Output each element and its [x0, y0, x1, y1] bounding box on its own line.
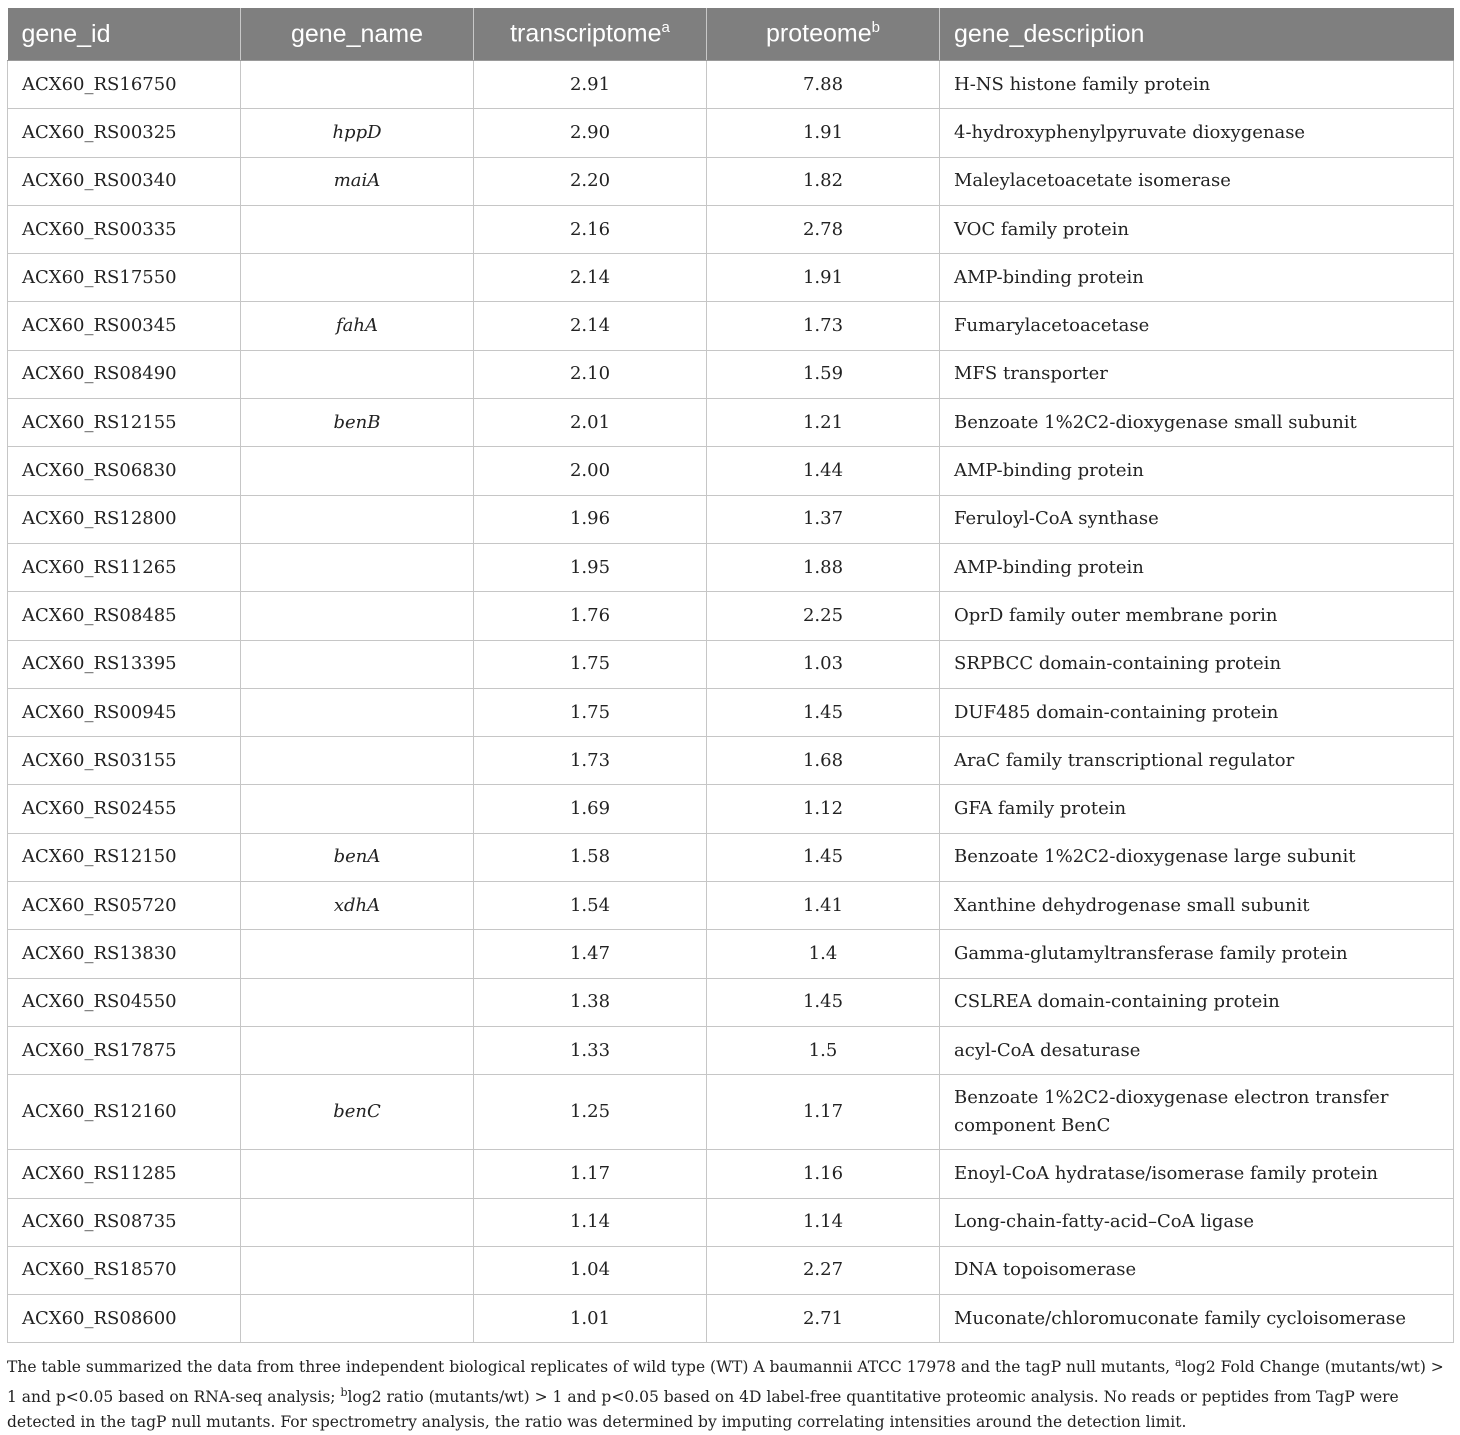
footnote-text-2: log2 Fold Change (mutants/wt) > 1 and p<0.05 based on RNA-seq analysis;	[7, 1358, 1444, 1407]
footnote-marker-a: a	[661, 19, 670, 37]
table-row	[8, 495, 1454, 543]
table-row	[8, 1075, 1454, 1150]
cell-proteome: 1.59	[707, 350, 940, 398]
cell-proteome: 1.4	[707, 930, 940, 978]
cell-gene-name	[241, 254, 474, 302]
table-row	[8, 109, 1454, 157]
cell-transcriptome: 1.33	[474, 1026, 707, 1074]
table-row	[8, 737, 1454, 785]
cell-gene-name	[241, 688, 474, 736]
cell-transcriptome: 1.17	[474, 1150, 707, 1198]
cell-transcriptome: 1.75	[474, 688, 707, 736]
cell-transcriptome: 2.14	[474, 254, 707, 302]
table-row	[8, 688, 1454, 736]
table-body	[8, 61, 1454, 1343]
cell-transcriptome: 1.54	[474, 882, 707, 930]
table-footnote	[7, 1350, 1453, 1435]
footnote-text-1: The table summarized the data from three independent biological replicates of wild type (WT) A baumannii ATCC 17978 and the tagP null mutants,	[7, 1358, 1176, 1377]
cell-proteome: 1.03	[707, 640, 940, 688]
cell-proteome: 1.82	[707, 157, 940, 205]
cell-gene-description: Xanthine dehydrogenase small subunit	[940, 882, 1454, 930]
cell-gene-id: ACX60_RS00335	[8, 205, 241, 253]
cell-proteome: 1.12	[707, 785, 940, 833]
cell-gene-description: AMP-binding protein	[940, 254, 1454, 302]
table-row	[8, 930, 1454, 978]
cell-gene-description: 4-hydroxyphenylpyruvate dioxygenase	[940, 109, 1454, 157]
table-row	[8, 978, 1454, 1026]
cell-proteome: 1.5	[707, 1026, 940, 1074]
cell-gene-description: GFA family protein	[940, 785, 1454, 833]
cell-gene-name	[241, 1246, 474, 1294]
cell-proteome: 2.27	[707, 1246, 940, 1294]
cell-gene-id: ACX60_RS06830	[8, 447, 241, 495]
table-row	[8, 543, 1454, 591]
table-row	[8, 1026, 1454, 1074]
cell-gene-name	[241, 205, 474, 253]
cell-proteome: 1.17	[707, 1075, 940, 1150]
table-header	[8, 8, 1454, 61]
table-row	[8, 1198, 1454, 1246]
table-row	[8, 254, 1454, 302]
cell-gene-description: AMP-binding protein	[940, 447, 1454, 495]
cell-proteome: 2.71	[707, 1295, 940, 1343]
cell-gene-description: Maleylacetoacetate isomerase	[940, 157, 1454, 205]
cell-gene-name: benC	[241, 1075, 474, 1150]
cell-gene-id: ACX60_RS13395	[8, 640, 241, 688]
cell-transcriptome: 2.91	[474, 61, 707, 109]
cell-gene-name	[241, 930, 474, 978]
cell-transcriptome: 2.10	[474, 350, 707, 398]
cell-gene-name: maiA	[241, 157, 474, 205]
cell-gene-id: ACX60_RS02455	[8, 785, 241, 833]
table-row	[8, 302, 1454, 350]
cell-gene-description: Benzoate 1%2C2-dioxygenase large subunit	[940, 833, 1454, 881]
cell-transcriptome: 2.00	[474, 447, 707, 495]
cell-gene-id: ACX60_RS18570	[8, 1246, 241, 1294]
cell-gene-id: ACX60_RS05720	[8, 882, 241, 930]
cell-gene-name	[241, 1198, 474, 1246]
header-gene-description: gene_description	[940, 8, 1454, 61]
footnote-text-3: log2 ratio (mutants/wt) > 1 and p<0.05 based on 4D label-free quantitative proteomic analysis. No reads or peptides from TagP were detected in the tagP null mutants. For spectrometry analysis, the ratio was determined by imputing correlating intensities around the detection limit.	[7, 1388, 1399, 1432]
cell-transcriptome: 1.25	[474, 1075, 707, 1150]
cell-gene-name: hppD	[241, 109, 474, 157]
table-row	[8, 1295, 1454, 1343]
cell-gene-description: OprD family outer membrane porin	[940, 592, 1454, 640]
table-container	[7, 8, 1453, 1343]
cell-gene-id: ACX60_RS03155	[8, 737, 241, 785]
cell-proteome: 1.45	[707, 978, 940, 1026]
header-gene-id: gene_id	[8, 8, 241, 61]
cell-gene-id: ACX60_RS00945	[8, 688, 241, 736]
cell-gene-id: ACX60_RS12150	[8, 833, 241, 881]
cell-gene-description: acyl-CoA desaturase	[940, 1026, 1454, 1074]
cell-proteome: 1.91	[707, 109, 940, 157]
cell-gene-name	[241, 785, 474, 833]
cell-proteome: 1.88	[707, 543, 940, 591]
cell-gene-name	[241, 447, 474, 495]
cell-proteome: 1.14	[707, 1198, 940, 1246]
cell-gene-id: ACX60_RS12800	[8, 495, 241, 543]
cell-transcriptome: 1.04	[474, 1246, 707, 1294]
cell-transcriptome: 1.58	[474, 833, 707, 881]
cell-proteome: 1.45	[707, 833, 940, 881]
cell-transcriptome: 1.95	[474, 543, 707, 591]
cell-proteome: 2.25	[707, 592, 940, 640]
cell-proteome: 7.88	[707, 61, 940, 109]
cell-gene-name	[241, 350, 474, 398]
cell-gene-id: ACX60_RS08490	[8, 350, 241, 398]
cell-gene-name	[241, 592, 474, 640]
cell-gene-id: ACX60_RS12155	[8, 399, 241, 447]
cell-gene-description: Benzoate 1%2C2-dioxygenase small subunit	[940, 399, 1454, 447]
cell-proteome: 1.41	[707, 882, 940, 930]
footnote-sup-b: b	[340, 1386, 348, 1400]
cell-transcriptome: 2.01	[474, 399, 707, 447]
cell-gene-description: DUF485 domain-containing protein	[940, 688, 1454, 736]
table-row	[8, 882, 1454, 930]
cell-gene-description: CSLREA domain-containing protein	[940, 978, 1454, 1026]
cell-proteome: 1.37	[707, 495, 940, 543]
cell-gene-name: xdhA	[241, 882, 474, 930]
cell-gene-id: ACX60_RS13830	[8, 930, 241, 978]
cell-transcriptome: 1.47	[474, 930, 707, 978]
cell-gene-description: Enoyl-CoA hydratase/isomerase family protein	[940, 1150, 1454, 1198]
cell-proteome: 1.68	[707, 737, 940, 785]
cell-transcriptome: 1.69	[474, 785, 707, 833]
cell-gene-id: ACX60_RS17875	[8, 1026, 241, 1074]
table-row	[8, 833, 1454, 881]
table-row	[8, 1246, 1454, 1294]
cell-gene-description: Benzoate 1%2C2-dioxygenase electron transfer component BenC	[940, 1075, 1454, 1150]
table-row	[8, 1150, 1454, 1198]
cell-transcriptome: 2.14	[474, 302, 707, 350]
cell-gene-description: AraC family transcriptional regulator	[940, 737, 1454, 785]
cell-gene-name: fahA	[241, 302, 474, 350]
cell-gene-id: ACX60_RS08485	[8, 592, 241, 640]
table-row	[8, 205, 1454, 253]
cell-transcriptome: 1.38	[474, 978, 707, 1026]
table-row	[8, 592, 1454, 640]
cell-gene-id: ACX60_RS08600	[8, 1295, 241, 1343]
header-row	[8, 8, 1454, 61]
cell-gene-name	[241, 1295, 474, 1343]
cell-transcriptome: 1.75	[474, 640, 707, 688]
cell-gene-description: Muconate/chloromuconate family cycloisomerase	[940, 1295, 1454, 1343]
cell-gene-id: ACX60_RS17550	[8, 254, 241, 302]
cell-gene-description: DNA topoisomerase	[940, 1246, 1454, 1294]
header-proteome: proteome$^b$	[707, 8, 940, 61]
cell-proteome: 1.21	[707, 399, 940, 447]
cell-gene-name	[241, 543, 474, 591]
footnote-marker-b: b	[871, 19, 880, 37]
table-row	[8, 157, 1454, 205]
cell-gene-name	[241, 1150, 474, 1198]
cell-gene-name	[241, 640, 474, 688]
cell-gene-description: Gamma-glutamyltransferase family protein	[940, 930, 1454, 978]
cell-gene-id: ACX60_RS08735	[8, 1198, 241, 1246]
cell-gene-description: VOC family protein	[940, 205, 1454, 253]
cell-transcriptome: 1.14	[474, 1198, 707, 1246]
cell-proteome: 1.45	[707, 688, 940, 736]
cell-transcriptome: 2.16	[474, 205, 707, 253]
cell-gene-name	[241, 978, 474, 1026]
cell-transcriptome: 1.96	[474, 495, 707, 543]
cell-proteome: 2.78	[707, 205, 940, 253]
cell-transcriptome: 1.01	[474, 1295, 707, 1343]
cell-gene-id: ACX60_RS16750	[8, 61, 241, 109]
cell-transcriptome: 2.90	[474, 109, 707, 157]
footnote-sup-a: a	[1175, 1356, 1182, 1369]
cell-gene-id: ACX60_RS04550	[8, 978, 241, 1026]
table-row	[8, 61, 1454, 109]
cell-transcriptome: 2.20	[474, 157, 707, 205]
cell-gene-name	[241, 1026, 474, 1074]
cell-gene-name	[241, 737, 474, 785]
cell-transcriptome: 1.73	[474, 737, 707, 785]
cell-gene-description: Long-chain-fatty-acid–CoA ligase	[940, 1198, 1454, 1246]
cell-transcriptome: 1.76	[474, 592, 707, 640]
cell-gene-id: ACX60_RS00345	[8, 302, 241, 350]
cell-gene-name	[241, 495, 474, 543]
cell-gene-description: Feruloyl-CoA synthase	[940, 495, 1454, 543]
cell-gene-description: MFS transporter	[940, 350, 1454, 398]
table-row	[8, 350, 1454, 398]
cell-gene-name	[241, 61, 474, 109]
cell-gene-id: ACX60_RS11265	[8, 543, 241, 591]
header-transcriptome: transcriptome$^a$	[474, 8, 707, 61]
cell-gene-description: SRPBCC domain-containing protein	[940, 640, 1454, 688]
cell-gene-id: ACX60_RS12160	[8, 1075, 241, 1150]
cell-gene-description: AMP-binding protein	[940, 543, 1454, 591]
cell-proteome: 1.91	[707, 254, 940, 302]
cell-proteome: 1.73	[707, 302, 940, 350]
header-gene-name: gene_name	[241, 8, 474, 61]
table-row	[8, 399, 1454, 447]
cell-gene-name: benB	[241, 399, 474, 447]
gene-table	[7, 8, 1454, 1343]
cell-gene-description: H-NS histone family protein	[940, 61, 1454, 109]
cell-proteome: 1.44	[707, 447, 940, 495]
table-row	[8, 447, 1454, 495]
cell-gene-id: ACX60_RS11285	[8, 1150, 241, 1198]
cell-gene-id: ACX60_RS00325	[8, 109, 241, 157]
cell-gene-name: benA	[241, 833, 474, 881]
cell-proteome: 1.16	[707, 1150, 940, 1198]
table-row	[8, 640, 1454, 688]
cell-gene-id: ACX60_RS00340	[8, 157, 241, 205]
table-row	[8, 785, 1454, 833]
cell-gene-description: Fumarylacetoacetase	[940, 302, 1454, 350]
